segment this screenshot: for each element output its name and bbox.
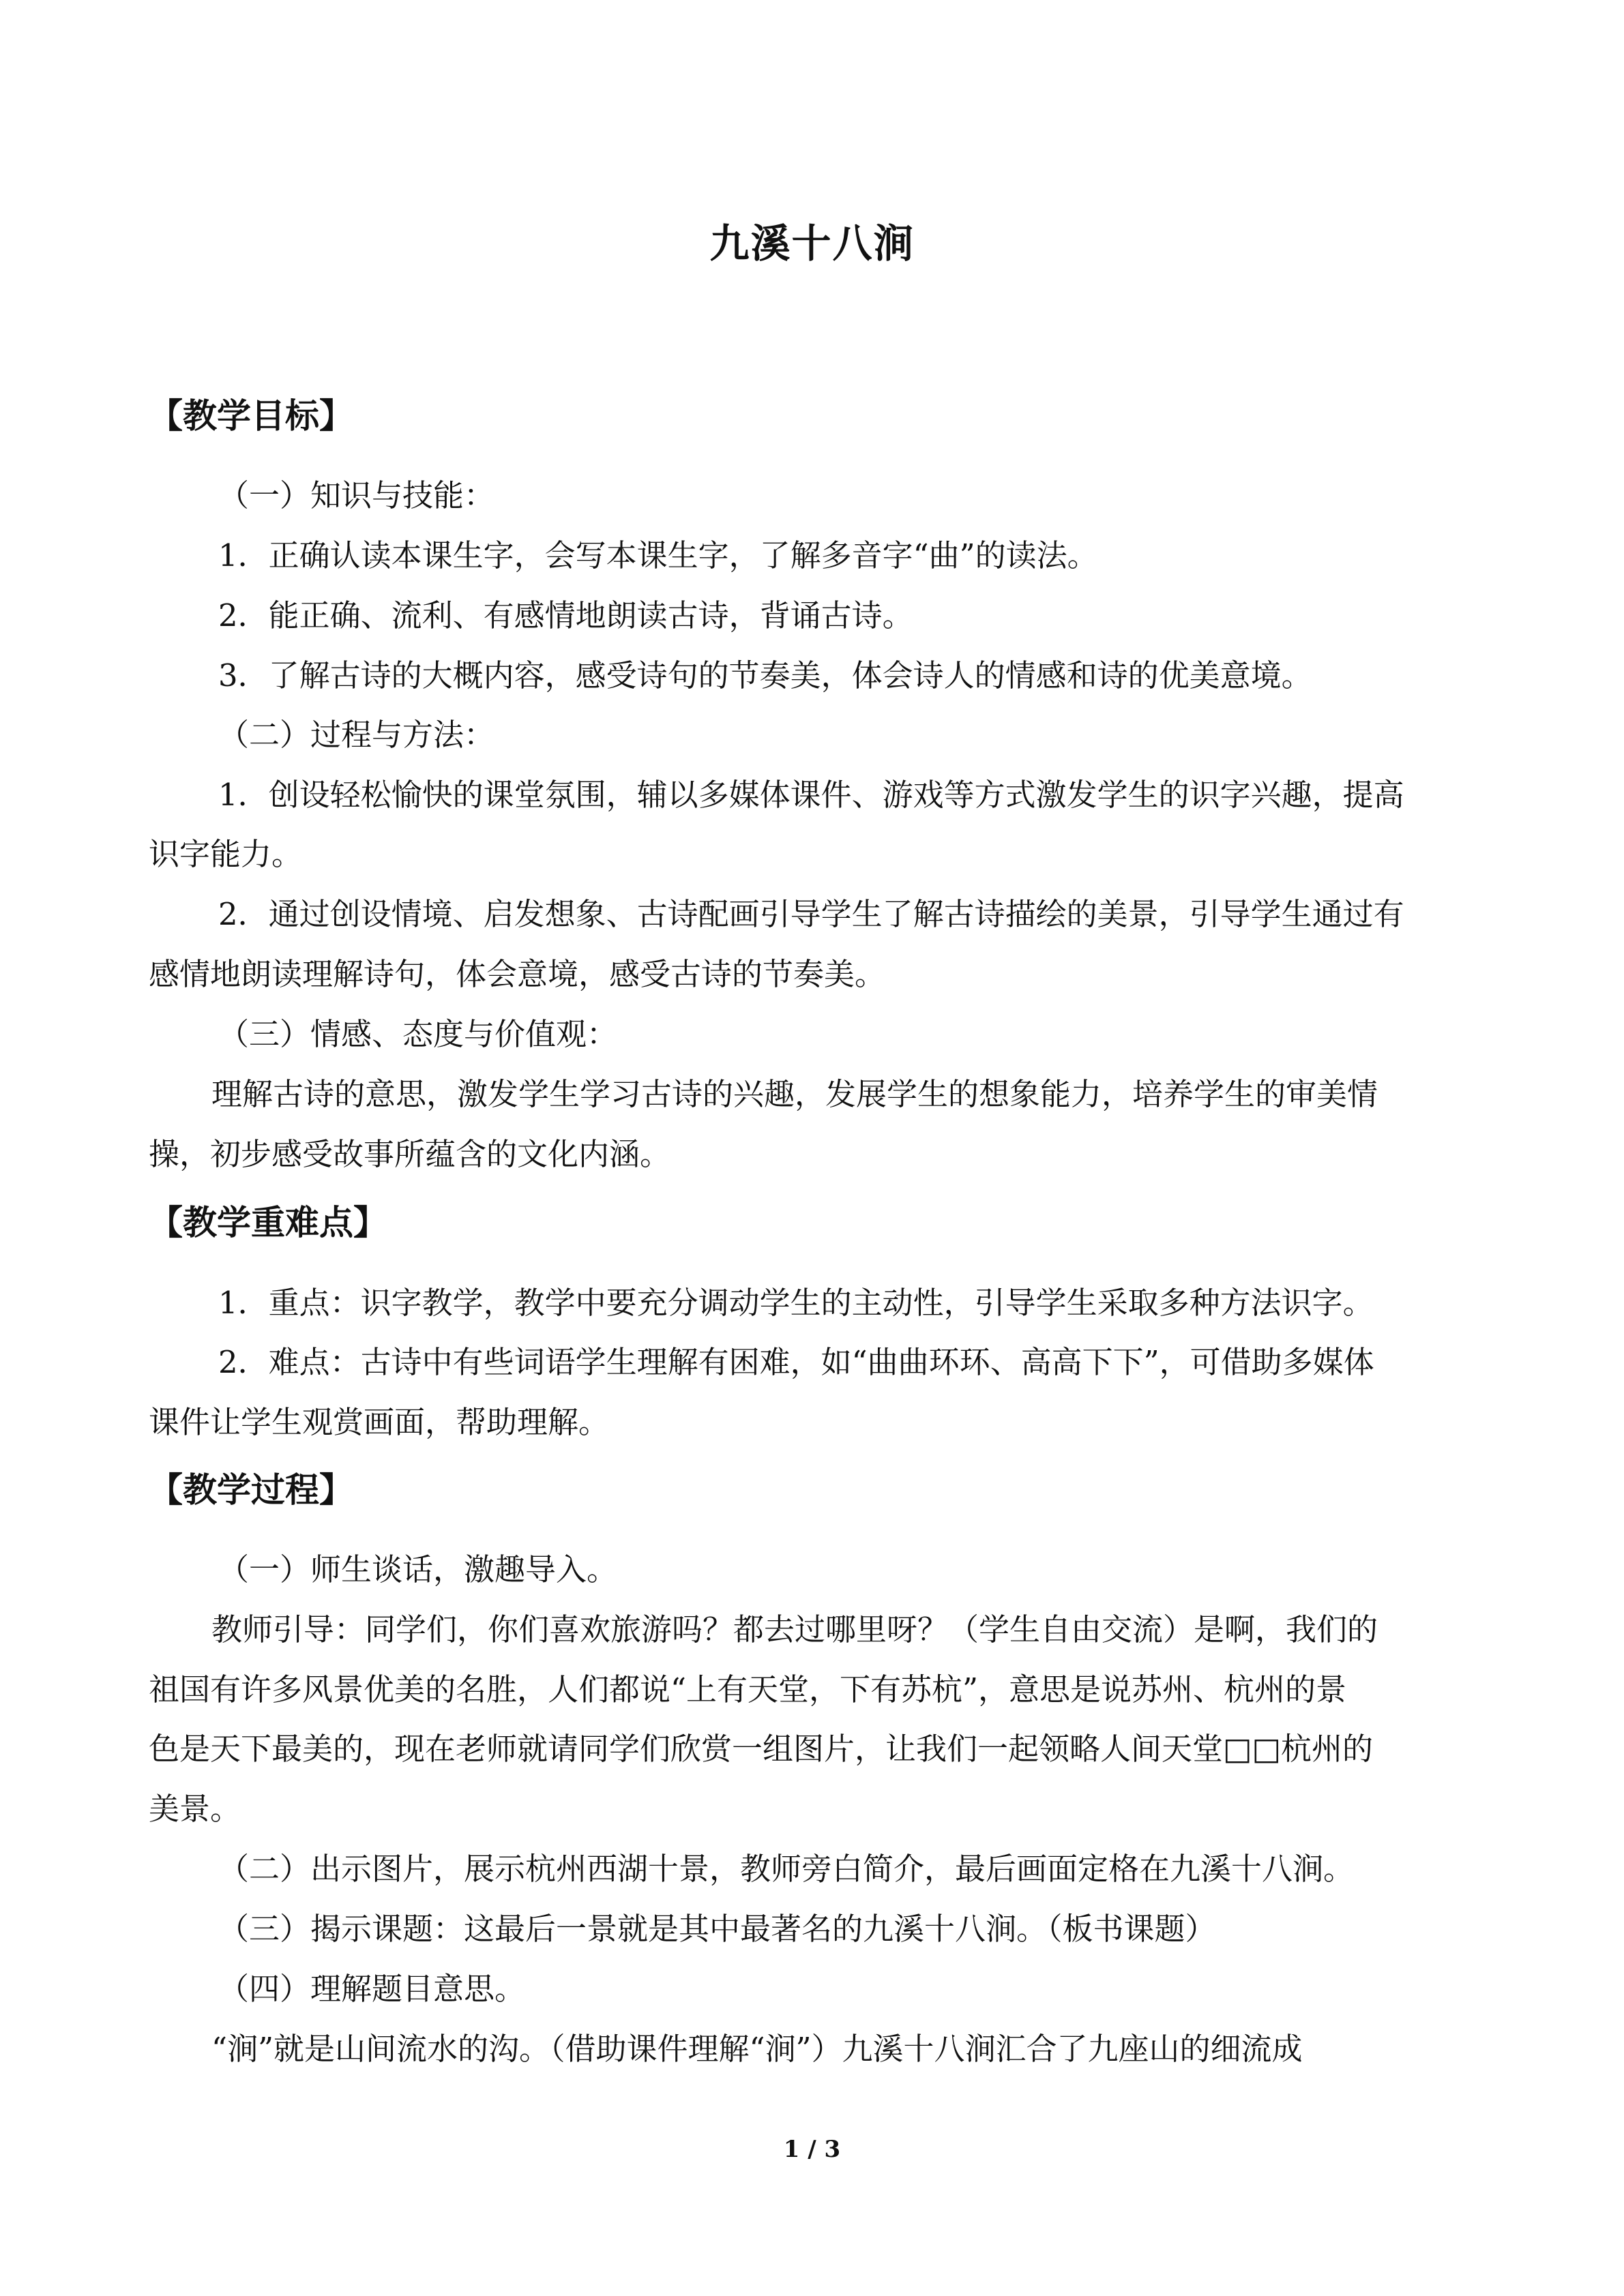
section-heading-key-points: 【教学重难点】 [149, 1202, 387, 1242]
process-last-line: “涧”就是山间流水的沟。（借助课件理解“涧”）九溪十八涧汇合了九座山的细流成 [211, 2031, 1303, 2067]
goals-process-item1-line1: 1．创设轻松愉快的课堂氛围，辅以多媒体课件、游戏等方式激发学生的识字兴趣，提高 [218, 777, 1404, 813]
section-heading-goals: 【教学目标】 [149, 396, 353, 436]
key-points-item2-line2: 课件让学生观赏画面，帮助理解。 [149, 1404, 610, 1440]
goals-knowledge-item: 1．正确认读本课生字，会写本课生字，了解多音字“曲”的读法。 [218, 537, 1098, 573]
process-step4: （四）理解题目意思。 [218, 1971, 526, 2007]
process-intro-line1: 教师引导：同学们，你们喜欢旅游吗？都去过哪里呀？（学生自由交流）是啊，我们的 [211, 1611, 1378, 1648]
document-title: 九溪十八涧 [709, 220, 915, 267]
goals-process-label: （二）过程与方法： [218, 717, 495, 753]
page-number: 1 / 3 [783, 2136, 841, 2163]
process-intro-line3: 色是天下最美的，现在老师就请同学们欣赏一组图片，让我们一起领略人间天堂□□杭州的 [149, 1731, 1374, 1767]
goals-process-item2-line1: 2．通过创设情境、启发想象、古诗配画引导学生了解古诗描绘的美景，引导学生通过有 [218, 896, 1404, 932]
goals-process-item2-line2: 感情地朗读理解诗句，体会意境，感受古诗的节奏美。 [149, 956, 886, 992]
process-step3: （三）揭示课题：这最后一景就是其中最著名的九溪十八涧。（板书课题） [218, 1911, 1216, 1947]
section-heading-process: 【教学过程】 [149, 1470, 353, 1510]
key-points-item2-line1: 2．难点：古诗中有些词语学生理解有困难，如“曲曲环环、高高下下”，可借助多媒体 [218, 1344, 1374, 1380]
process-intro-line2: 祖国有许多风景优美的名胜，人们都说“上有天堂，下有苏杭”，意思是说苏州、杭州的景 [149, 1671, 1347, 1708]
goals-emotion-label: （三）情感、态度与价值观： [218, 1016, 618, 1052]
process-intro-line4: 美景。 [149, 1791, 241, 1827]
goals-knowledge-item: 3．了解古诗的大概内容，感受诗句的节奏美，体会诗人的情感和诗的优美意境。 [218, 657, 1312, 694]
goals-knowledge-label: （一）知识与技能： [218, 477, 495, 513]
process-step2: （二）出示图片，展示杭州西湖十景，教师旁白简介，最后画面定格在九溪十八涧。 [218, 1851, 1355, 1887]
key-points-item1: 1．重点：识字教学，教学中要充分调动学生的主动性，引导学生采取多种方法识字。 [218, 1285, 1374, 1321]
goals-knowledge-item: 2．能正确、流利、有感情地朗读古诗，背诵古诗。 [218, 597, 913, 633]
goals-emotion-line2: 操，初步感受故事所蕴含的文化内涵。 [149, 1136, 671, 1172]
goals-emotion-line1: 理解古诗的意思，激发学生学习古诗的兴趣，发展学生的想象能力，培养学生的审美情 [211, 1076, 1378, 1112]
goals-process-item1-line2: 识字能力。 [149, 836, 303, 872]
process-step1: （一）师生谈话，激趣导入。 [218, 1551, 618, 1587]
